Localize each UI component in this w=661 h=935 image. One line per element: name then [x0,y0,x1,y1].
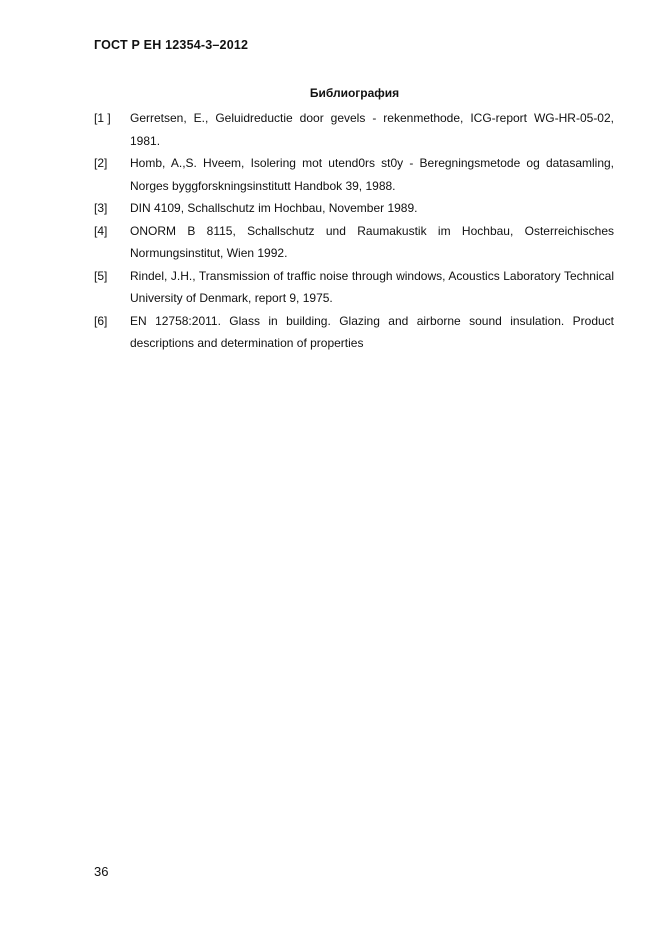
entry-text: ONORM B 8115, Schallschutz und Raumakustik im Hochbau, Osterreichisches Normungsinstitut, Wien 1992. [130,223,614,260]
entry-number: [6] [94,313,108,328]
entry-number: [1 ] [94,111,111,125]
page-number: 36 [94,864,109,879]
bibliography-entry [94,152,614,197]
bibliography-entry [94,220,614,265]
entry-text: Homb, A.,S. Hveem, Isolering mot utend0rs st0y - Beregningsmetode og datasamling, Norges byggforskningsinstitutt Handbok 39, 1988. [130,156,614,193]
entry-text: EN 12758:2011. Glass in building. Glazing and airborne sound insulation. Product descriptions and determination of properties [130,313,614,350]
entry-number: [4] [94,223,108,238]
entry-text: Gerretsen, E., Geluidreductie door gevels - rekenmethode, ICG-report WG-HR-05-02, 1981. [130,111,614,148]
entry-text: DIN 4109, Schallschutz im Hochbau, November 1989. [130,201,418,215]
bibliography-entry [94,107,614,152]
bibliography-entry [94,265,614,310]
entry-number: [3] [94,201,108,215]
entry-text: Rindel, J.H., Transmission of traffic noise through windows, Acoustics Laboratory Technical University of Denmark, report 9, 1975. [130,268,614,305]
document-header: ГОСТ Р ЕН 12354-3–2012 [94,38,249,52]
bibliography-entry [94,197,614,220]
bibliography-list [94,107,614,355]
bibliography-title: Библиография [309,86,400,100]
entry-number: [5] [94,268,108,283]
entry-number: [2] [94,156,108,170]
bibliography-entry [94,310,614,355]
